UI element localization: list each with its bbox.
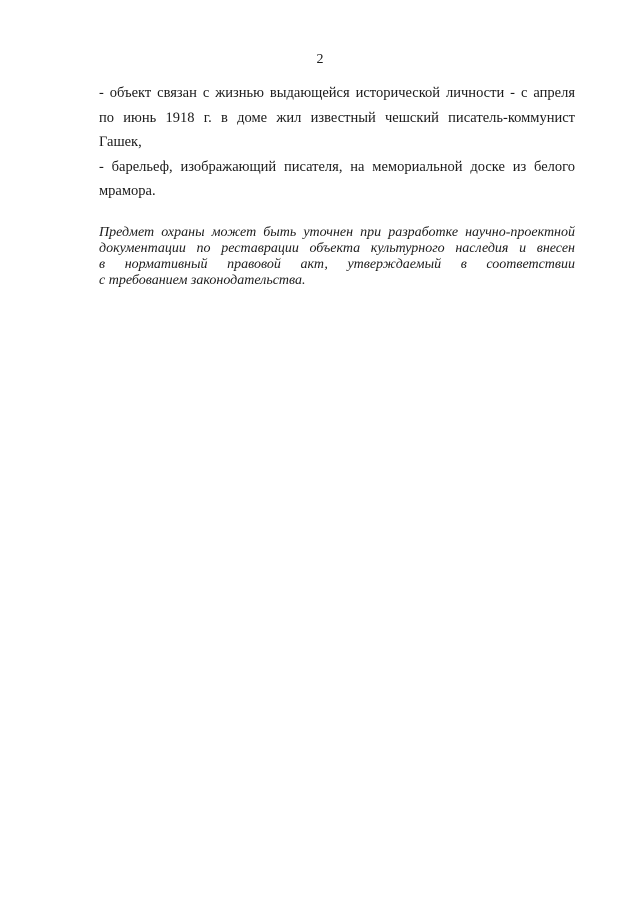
list-item-line: Гашек, — [99, 134, 142, 150]
note-line: Предмет охраны может быть уточнен при разработке научно-проектной — [99, 225, 575, 240]
note-line: документации по реставрации объекта культурного наследия и внесен — [99, 241, 575, 256]
list-item-bas-relief — [99, 155, 575, 204]
note-line: с требованием законодательства. — [99, 273, 306, 288]
note-line: в нормативный правовой акт, утверждаемый в соответствии — [99, 257, 575, 272]
list-item-line: мрамора. — [99, 183, 156, 199]
protection-subject-list — [99, 81, 575, 204]
list-item-line: - объект связан с жизнью выдающейся исторической личности - с апреля — [99, 85, 575, 101]
list-item-line: по июнь 1918 г. в доме жил известный чешский писатель-коммунист — [99, 109, 575, 126]
clarification-note — [99, 225, 575, 289]
list-item-historical-person — [99, 81, 575, 155]
page-number: 2 — [316, 52, 324, 67]
list-item-line: - барельеф, изображающий писателя, на мемориальной доске из белого — [99, 158, 575, 175]
